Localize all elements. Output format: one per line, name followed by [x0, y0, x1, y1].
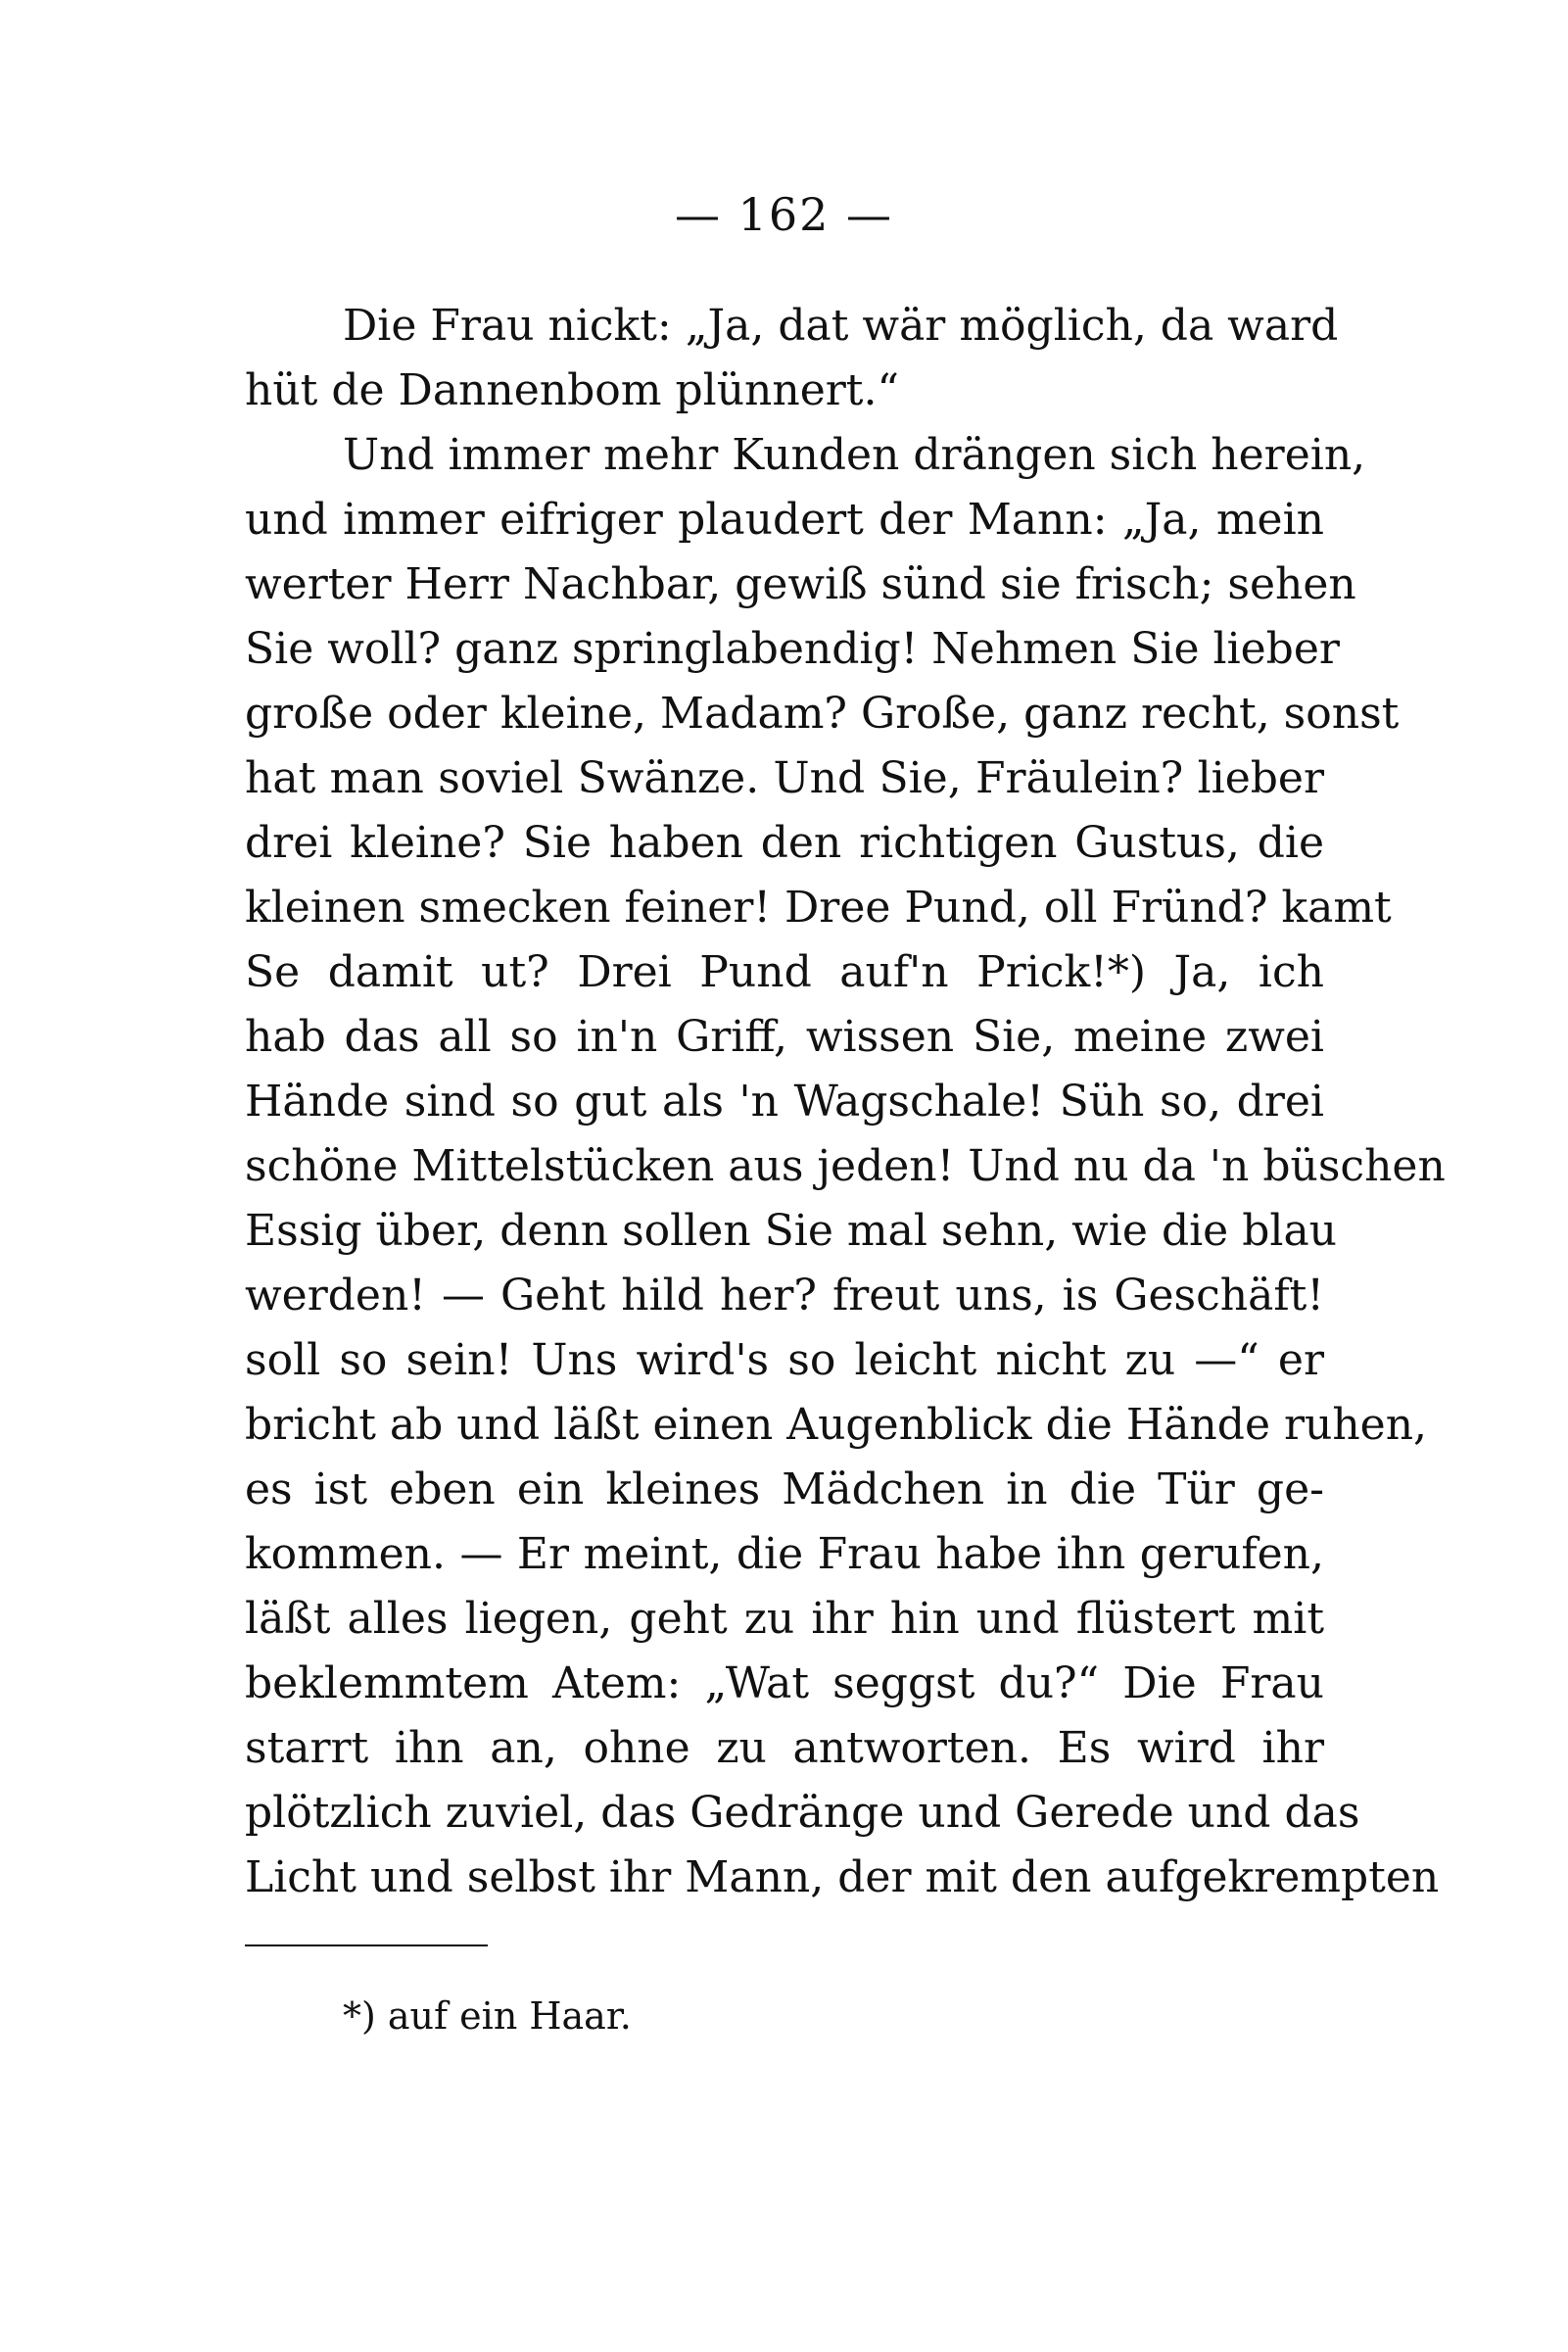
text-line: Sie woll? ganz springlabendig! Nehmen Sie lieber	[245, 624, 1340, 674]
text-line: schöne Mittelstücken aus jeden! Und nu da 'n büschen	[245, 1141, 1446, 1191]
footnote-divider	[245, 1944, 488, 1946]
text-line: Hände sind so gut als 'n Wagschale! Süh so, drei	[245, 1077, 1324, 1127]
text-line: kleinen smecken feiner! Dree Pund, oll Fründ? kamt	[245, 883, 1392, 933]
text-line: Essig über, denn sollen Sie mal sehn, wie die blau	[245, 1206, 1338, 1256]
text-line: kommen. — Er meint, die Frau habe ihn gerufen,	[245, 1529, 1324, 1579]
footnote: *) auf ein Haar.	[343, 1994, 632, 2038]
text-line: hab das all so in'n Griff, wissen Sie, meine zwei	[245, 1012, 1324, 1062]
text-line: es ist eben ein kleines Mädchen in die Tür ge-	[245, 1464, 1324, 1514]
text-line: plötzlich zuviel, das Gedränge und Gerede und das	[245, 1788, 1360, 1838]
text-line: beklemmtem Atem: „Wat seggst du?“ Die Frau	[245, 1658, 1324, 1708]
text-line: starrt ihn an, ohne zu antworten. Es wird ihr	[245, 1723, 1324, 1773]
text-line: große oder kleine, Madam? Große, ganz recht, sonst	[245, 689, 1400, 739]
page-number: — 162 —	[674, 188, 894, 241]
text-line: läßt alles liegen, geht zu ihr hin und flüstert mit	[245, 1594, 1324, 1644]
text-line: bricht ab und läßt einen Augenblick die Hände ruhen,	[245, 1400, 1428, 1450]
text-line: werden! — Geht hild her? freut uns, is Geschäft!	[245, 1271, 1324, 1320]
text-line: und immer eifriger plaudert der Mann: „Ja, mein	[245, 495, 1324, 545]
text-line: hüt de Dannenbom plünnert.“	[245, 365, 899, 415]
text-line: Se damit ut? Drei Pund auf'n Prick!*) Ja, ich	[245, 947, 1324, 997]
text-line: Die Frau nickt: „Ja, dat wär möglich, da ward	[343, 301, 1339, 351]
body-text	[245, 294, 1446, 1910]
text-line: drei kleine? Sie haben den richtigen Gustus, die	[245, 818, 1324, 868]
text-line: Und immer mehr Kunden drängen sich herein,	[343, 430, 1366, 480]
text-line: Licht und selbst ihr Mann, der mit den aufgekrempten	[245, 1852, 1440, 1902]
text-line: soll so sein! Uns wird's so leicht nicht zu —“ er	[245, 1335, 1324, 1385]
text-line: hat man soviel Swänze. Und Sie, Fräulein? lieber	[245, 753, 1324, 803]
text-line: werter Herr Nachbar, gewiß sünd sie frisch; sehen	[245, 559, 1356, 609]
